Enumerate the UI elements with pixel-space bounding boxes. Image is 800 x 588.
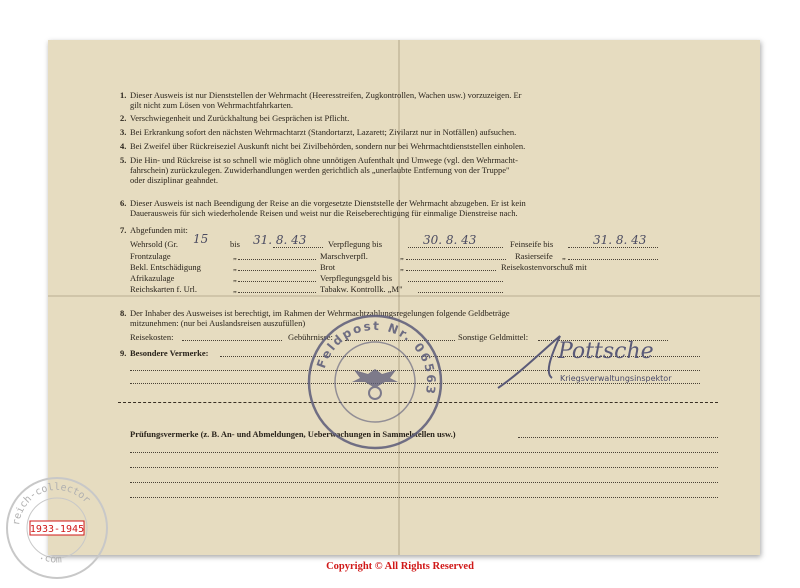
- svg-text:1933-1945: 1933-1945: [29, 524, 85, 535]
- item-text: Der Inhaber des Ausweises ist berechtigt, im Rahmen der Wehrmachtzahlungsregelungen folgende Geldbeträge: [130, 308, 510, 318]
- tabakw-label: Tabakw. Kontrollk. „M": [320, 284, 403, 294]
- fill-line: [130, 497, 718, 498]
- fill-line: [182, 340, 282, 341]
- item-number: 6.: [120, 198, 127, 208]
- fill-line: [518, 437, 718, 438]
- svg-text:.com: .com: [37, 550, 63, 566]
- item-text: oder disziplinar geahndet.: [130, 175, 219, 185]
- item-text: Die Hin- und Rückreise ist so schnell wie möglich ohne unnötigen Aufenthalt und Umwege (vgl. den Wehrmacht-: [130, 155, 518, 165]
- rasierseife-label: Rasierseife: [515, 251, 553, 261]
- reisekostenvorschuss-label: Reisekostenvorschuß mit: [501, 262, 587, 272]
- fold-crease-vertical: [398, 40, 400, 555]
- ditto-mark: „: [400, 251, 404, 261]
- ditto-mark: „: [233, 273, 237, 283]
- item-text: Bei Zweifel über Rückreiseziel Auskunft nicht bei Zivilbehörden, sondern nur bei Wehrmachtdienststellen einholen.: [130, 141, 526, 151]
- item-number: 2.: [120, 113, 127, 123]
- frontzulage-label: Frontzulage: [130, 251, 171, 261]
- reisekosten-label: Reisekosten:: [130, 332, 174, 342]
- verpflegung-label: Verpflegung bis: [328, 239, 383, 249]
- ditto-mark: „: [562, 251, 566, 261]
- feldpost-stamp: [300, 307, 450, 457]
- fill-line: [568, 247, 658, 248]
- wehrsold-date: 31. 8. 43: [253, 233, 307, 247]
- ditto-mark: „: [233, 251, 237, 261]
- signature-name: Pottsche: [558, 339, 654, 364]
- svg-text:reich-collector: reich-collector: [11, 481, 93, 527]
- item-text: Dauerausweis für sich wiederholende Reisen und weist nur die Reiseberechtigung für einmalige Dienstreise nach.: [130, 208, 518, 218]
- feinseife-date: 31. 8. 43: [593, 233, 647, 247]
- stamp-text: Feldpost Nr. 06563: [314, 318, 439, 397]
- fill-line: [406, 259, 506, 260]
- wehrsold-group-value: 15: [193, 232, 209, 246]
- marschverpfl-label: Marschverpfl.: [320, 251, 368, 261]
- fill-line: [238, 259, 316, 260]
- gebuehrnisse-label: Gebührnisse:: [288, 332, 333, 342]
- fill-line: [408, 281, 503, 282]
- fill-line: [408, 247, 503, 248]
- signature: [490, 318, 705, 398]
- fill-line: [238, 270, 316, 271]
- ditto-mark: „: [233, 284, 237, 294]
- item-number: 9.: [120, 348, 127, 358]
- verpflegung-date: 30. 8. 43: [423, 233, 477, 247]
- fill-line: [238, 292, 316, 293]
- fill-line: [418, 292, 503, 293]
- fold-crease-horizontal: [48, 295, 760, 297]
- item-number: 4.: [120, 141, 127, 151]
- sonstige-label: Sonstige Geldmittel:: [458, 332, 529, 342]
- afrikazulage-label: Afrikazulage: [130, 273, 175, 283]
- pruefungsvermerke-label: Prüfungsvermerke (z. B. An- und Abmeldungen, Ueberwachungen in Sammelstellen usw.): [130, 429, 456, 439]
- item-text: Bei Erkrankung sofort den nächsten Wehrmachtarzt (Standortarzt, Lazarett; Zivilarzt nur in Notfällen) aufsuchen.: [130, 127, 517, 137]
- fill-line: [130, 467, 718, 468]
- fill-line: [130, 482, 718, 483]
- fill-line: [238, 281, 316, 282]
- fill-line: [273, 247, 323, 248]
- item-text: fahrschein) zurückzulegen. Zuwiderhandlungen werden gerichtlich als „unerlaubte Entfernung von der Truppe": [130, 165, 510, 175]
- document-sheet: [48, 40, 760, 555]
- item-text: Abgefunden mit:: [130, 225, 188, 235]
- signature-title: Kriegsverwaltungsinspektor: [560, 374, 672, 383]
- item-number: 8.: [120, 308, 127, 318]
- verpflegungsgeld-label: Verpflegungsgeld bis: [320, 273, 393, 283]
- reichskarten-label: Reichskarten f. Url.: [130, 284, 198, 294]
- ditto-mark: „: [400, 262, 404, 272]
- bis-label: bis: [230, 239, 240, 249]
- bekl-label: Bekl. Entschädigung: [130, 262, 201, 272]
- item-text: gilt nicht zum Lösen von Wehrmachtfahrkarten.: [130, 100, 293, 110]
- item-text: mitzunehmen: (nur bei Auslandsreisen auszufüllen): [130, 318, 306, 328]
- copyright-notice: Copyright © All Rights Reserved: [326, 561, 474, 572]
- item-number: 3.: [120, 127, 127, 137]
- item-text: Dieser Ausweis ist nur Dienststellen der Wehrmacht (Heeresstreifen, Zugkontrollen, Wachen usw.) vorzuzeigen. Er: [130, 90, 522, 100]
- feinseife-label: Feinseife bis: [510, 239, 554, 249]
- fill-line: [406, 270, 496, 271]
- item-number: 5.: [120, 155, 127, 165]
- item-number: 1.: [120, 90, 127, 100]
- item-text: Verschwiegenheit und Zurückhaltung bei Gesprächen ist Pflicht.: [130, 113, 350, 123]
- wehrsold-label: Wehrsold (Gr.: [130, 239, 178, 249]
- ditto-mark: „: [233, 262, 237, 272]
- item-text: Dieser Ausweis ist nach Beendigung der Reise an die vorgesetzte Dienststelle der Wehrmacht abzugeben. Er ist kein: [130, 198, 526, 208]
- fill-line: [568, 259, 658, 260]
- besondere-vermerke-label: Besondere Vermerke:: [130, 348, 209, 358]
- item-number: 7.: [120, 225, 127, 235]
- brot-label: Brot: [320, 262, 336, 272]
